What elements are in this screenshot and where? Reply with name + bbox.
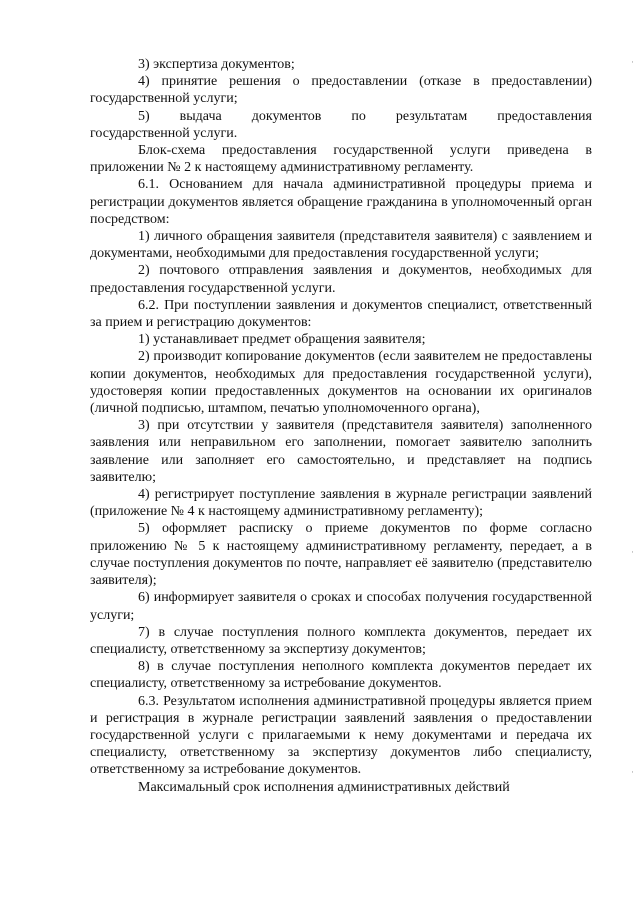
paragraph-item-3-expertise: 3) экспертиза документов; xyxy=(138,57,295,72)
scan-margin-mark: · xyxy=(631,58,634,68)
scan-margin-mark: · xyxy=(631,548,634,558)
paragraph-6-2-item-8: 8) в случае поступления неполного комплекта документов передает их специалисту, ответственному за истребование документов. xyxy=(90,659,592,692)
paragraph-6-2-item-4: 4) регистрирует поступление заявления в журнале регистрации заявлений (приложение № 4 к настоящему административному регламенту); xyxy=(90,487,592,520)
paragraph-6-2-item-7: 7) в случае поступления полного комплекта документов, передает их специалисту, ответственному за экспертизу документов; xyxy=(90,624,592,657)
paragraph-item-4-decision: 4) принятие решения о предоставлении (отказе в предоставлении) государственной услуги; xyxy=(90,74,592,107)
scan-margin-mark: · xyxy=(631,768,634,778)
paragraph-6-2-item-5: 5) оформляет расписку о приеме документов по форме согласно приложению № 5 к настоящему административному регламенту, передает, а в случае поступления документов по почте, направляет её заявителю (представителю заявителя); xyxy=(90,521,592,589)
paragraph-6-2-item-6: 6) информирует заявителя о сроках и способах получения государственной услуги; xyxy=(90,590,592,623)
paragraph-block-scheme: Блок-схема предоставления государственной услуги приведена в приложении № 2 к настоящему административному регламенту. xyxy=(90,143,592,176)
paragraph-item-5-issuance: 5) выдача документов по результатам предоставления государственной услуги. xyxy=(90,108,592,141)
paragraph-6-3: 6.3. Результатом исполнения административной процедуры является прием и регистрация в журнале регистрации заявлений заявления о предоставлении государственной услуги с прилагаемыми к нему документами и передача их специалисту, ответственному за экспертизу документов либо специалисту, ответственному за истребование документов. xyxy=(90,693,592,778)
paragraph-6-1: 6.1. Основанием для начала административной процедуры приема и регистрации документов является обращение гражданина в уполномоченный орган посредством: xyxy=(90,177,592,227)
paragraph-6-2-item-2: 2) производит копирование документов (если заявителем не предоставлены копии документов, необходимых для предоставления государственной услуги), удостоверяя копии предоставленных документов на основании их оригиналов (личной подписью, штампом, печатью уполномоченного органа), xyxy=(90,349,592,417)
document-page xyxy=(90,56,592,796)
paragraph-6-1-item-1: 1) личного обращения заявителя (представителя заявителя) с заявлением и документами, необходимыми для предоставления государственной услуги; xyxy=(90,229,592,262)
paragraph-6-2-item-3: 3) при отсутствии у заявителя (представителя заявителя) заполненного заявления или неправильном его заполнении, помогает заявителю заполнить заявление или заполняет его самостоятельно, и представляет на подпись заявителю; xyxy=(90,418,592,485)
paragraph-6-1-item-2: 2) почтового отправления заявления и документов, необходимых для предоставления государственной услуги. xyxy=(90,263,592,296)
paragraph-6-2-item-1: 1) устанавливает предмет обращения заявителя; xyxy=(138,332,426,348)
paragraph-6-2: 6.2. При поступлении заявления и документов специалист, ответственный за прием и регистрацию документов: xyxy=(90,297,592,331)
paragraph-max-term: Максимальный срок исполнения административных действий xyxy=(138,779,510,795)
